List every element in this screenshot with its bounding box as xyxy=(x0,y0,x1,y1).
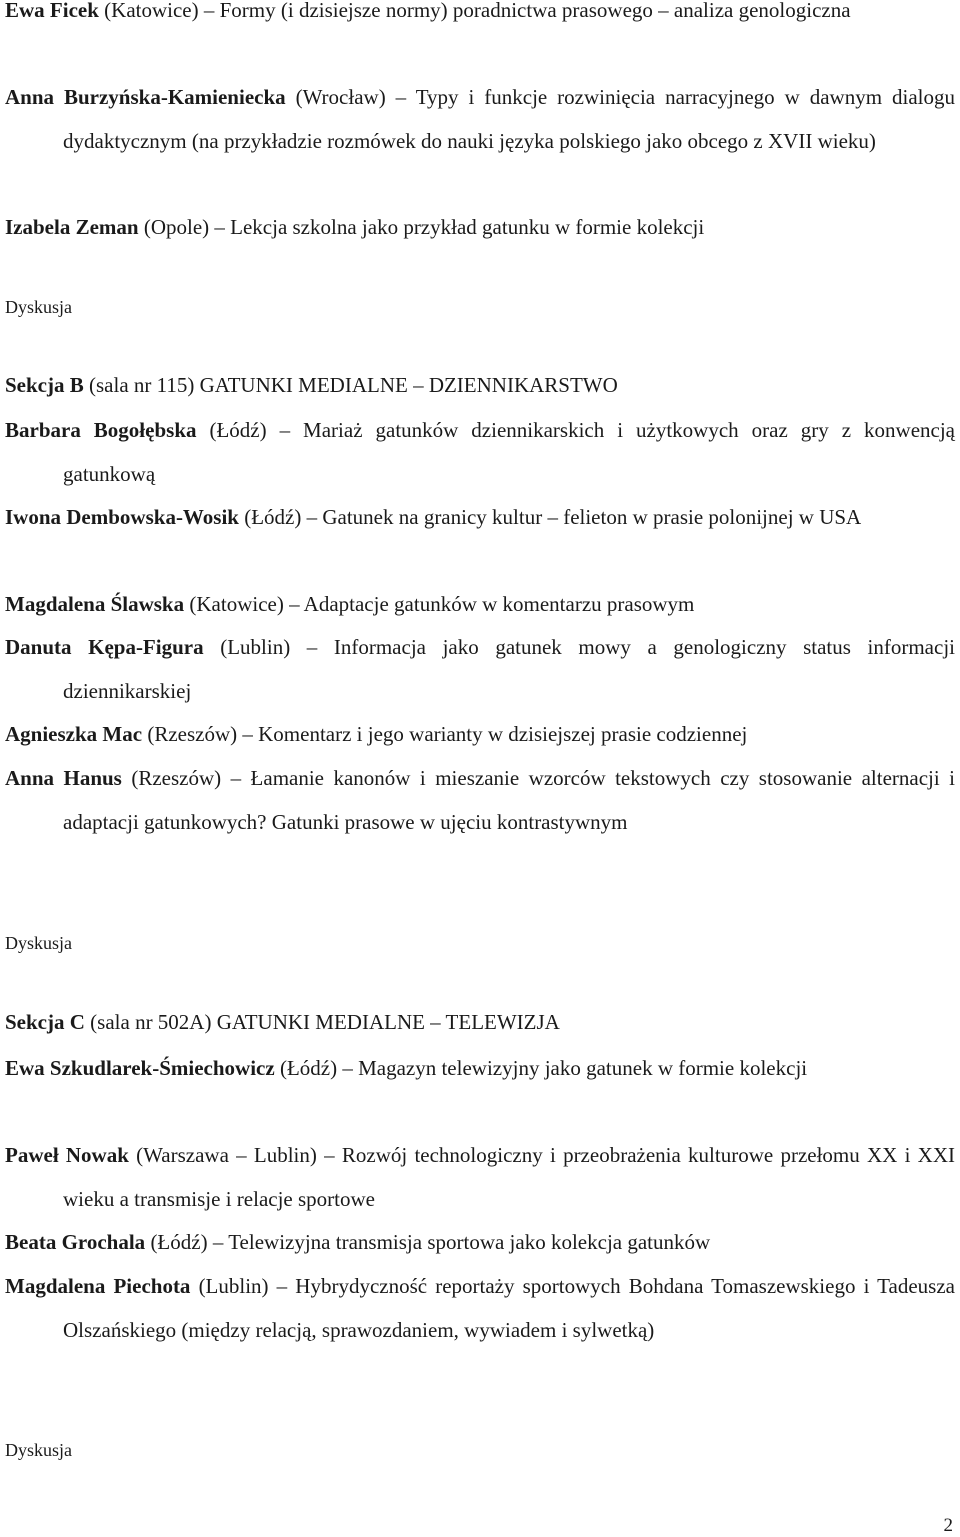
presentation-entry xyxy=(5,583,955,627)
presentation-title: (Warszawa – Lublin) – Rozwój technologiczny i przeobrażenia kulturowe przełomu XX i XXI wieku a transmisje i relacje sportowe xyxy=(63,1143,955,1211)
author-name: Ewa Szkudlarek-Śmiechowicz xyxy=(5,1056,275,1080)
presentation-entry xyxy=(5,409,955,496)
author-name: Paweł Nowak xyxy=(5,1143,129,1167)
presentation-title: (Łódź) – Magazyn telewizyjny jako gatunek w formie kolekcji xyxy=(274,1056,808,1080)
presentation-title: (Wrocław) – Typy i funkcje rozwinięcia narracyjnego w dawnym dialogu dydaktycznym (na przykładzie rozmówek do nauki języka polskiego jako obcego z XVII wieku) xyxy=(63,85,955,153)
presentation-entry xyxy=(5,496,955,540)
presentation-title: (Katowice) – Formy (i dzisiejsze normy) poradnictwa prasowego – analiza genologiczna xyxy=(98,0,851,22)
presentation-entry xyxy=(5,206,955,250)
presentation-entry xyxy=(5,713,955,757)
section-label: Sekcja C xyxy=(5,1010,85,1034)
presentation-title: (Lublin) – Informacja jako gatunek mowy a genologiczny status informacji dziennikarskiej xyxy=(63,635,955,703)
presentation-entry xyxy=(5,757,955,844)
presentation-title: (Łódź) – Gatunek na granicy kultur – felieton w prasie polonijnej w USA xyxy=(238,505,862,529)
author-name: Ewa Ficek xyxy=(5,0,99,22)
discussion-label: Dyskusja xyxy=(5,297,72,317)
section-description: (sala nr 115) GATUNKI MEDIALNE – DZIENNIKARSTWO xyxy=(83,373,618,397)
presentation-title: (Opole) – Lekcja szkolna jako przykład gatunku w formie kolekcji xyxy=(138,215,705,239)
author-name: Magdalena Piechota xyxy=(5,1274,191,1298)
presentation-entry xyxy=(5,1047,955,1091)
presentation-entry xyxy=(5,626,955,713)
author-name: Agnieszka Mac xyxy=(5,722,143,746)
section-label: Sekcja B xyxy=(5,373,84,397)
presentation-entry xyxy=(5,76,955,163)
author-name: Barbara Bogołębska xyxy=(5,418,197,442)
section-c-heading xyxy=(5,1007,560,1037)
presentation-title: (Rzeszów) – Łamanie kanonów i mieszanie wzorców tekstowych czy stosowanie alternacji i adaptacji gatunkowych? Gatunki prasowe w ujęciu kontrastywnym xyxy=(63,766,955,834)
presentation-title: (Rzeszów) – Komentarz i jego warianty w dzisiejszej prasie codziennej xyxy=(142,722,748,746)
author-name: Danuta Kępa-Figura xyxy=(5,635,204,659)
author-name: Izabela Zeman xyxy=(5,215,139,239)
presentation-title: (Katowice) – Adaptacje gatunków w komentarzu prasowym xyxy=(184,592,695,616)
author-name: Anna Hanus xyxy=(5,766,122,790)
author-name: Magdalena Ślawska xyxy=(5,592,185,616)
presentation-entry xyxy=(5,1265,955,1352)
presentation-entry xyxy=(5,1134,955,1221)
discussion-label: Dyskusja xyxy=(5,1440,72,1460)
page-number: 2 xyxy=(943,1515,953,1536)
presentation-entry xyxy=(5,0,955,33)
section-b-heading xyxy=(5,370,618,400)
discussion-label: Dyskusja xyxy=(5,933,72,953)
author-name: Anna Burzyńska-Kamieniecka xyxy=(5,85,286,109)
presentation-title: (Łódź) – Mariaż gatunków dziennikarskich i użytkowych oraz gry z konwencją gatunkową xyxy=(63,418,955,486)
presentation-title: (Lublin) – Hybrydyczność reportaży sportowych Bohdana Tomaszewskiego i Tadeusza Olszańskiego (między relacją, sprawozdaniem, wywiadem i sylwetką) xyxy=(63,1274,955,1342)
section-description: (sala nr 502A) GATUNKI MEDIALNE – TELEWIZJA xyxy=(84,1010,560,1034)
author-name: Beata Grochala xyxy=(5,1230,146,1254)
presentation-entry xyxy=(5,1221,955,1265)
presentation-title: (Łódź) – Telewizyjna transmisja sportowa jako kolekcja gatunków xyxy=(145,1230,711,1254)
author-name: Iwona Dembowska-Wosik xyxy=(5,505,239,529)
